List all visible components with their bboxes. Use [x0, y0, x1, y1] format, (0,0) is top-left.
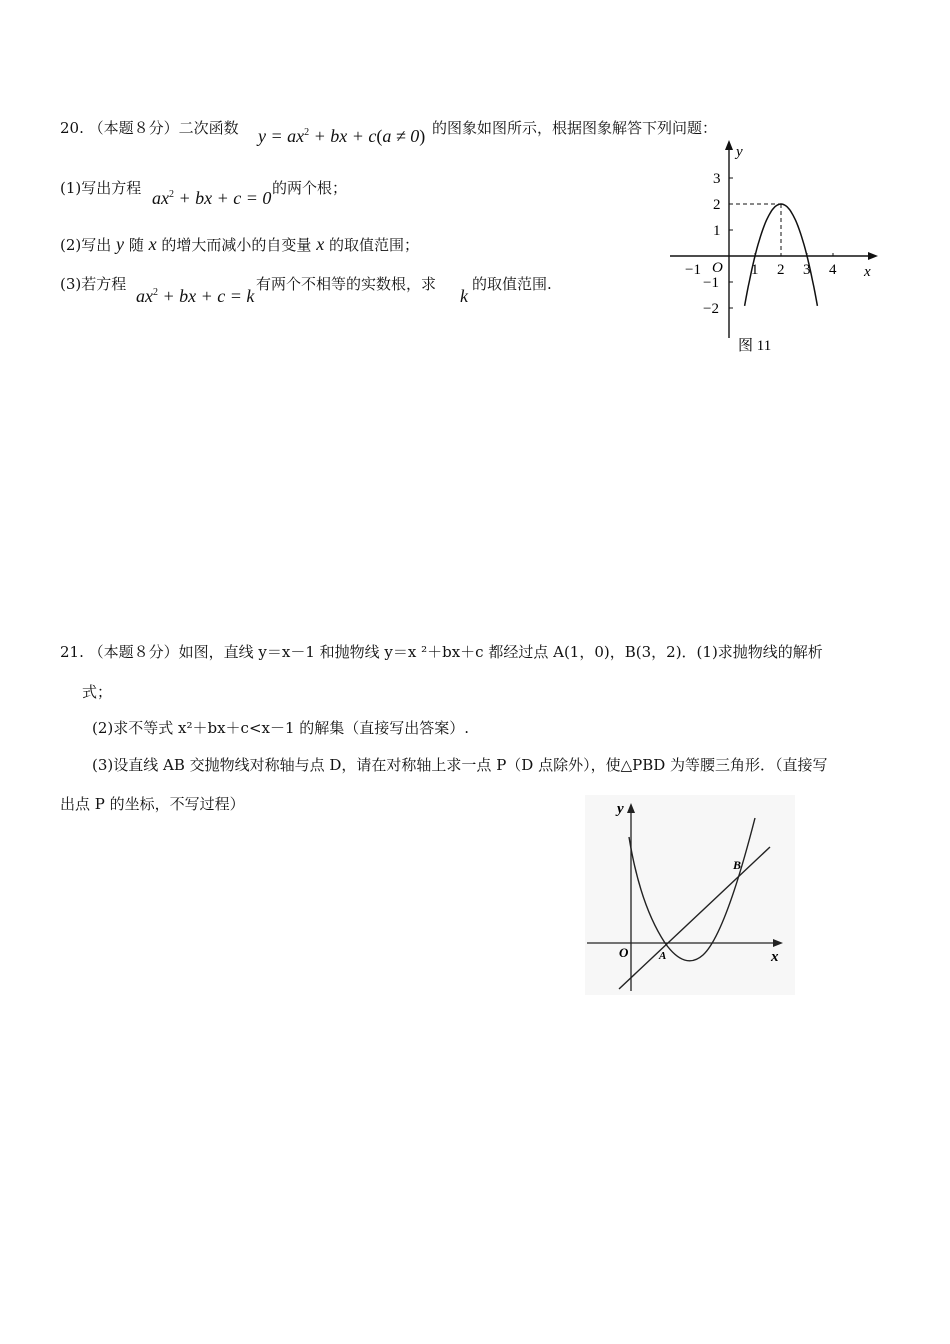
y-tick-label: 3 — [713, 171, 721, 187]
q20-part3-k: k — [460, 286, 468, 306]
y-tick-label: −2 — [703, 301, 719, 317]
q20-part2-a: (2)写出 — [60, 236, 112, 254]
q20-part2-x1: x — [148, 234, 157, 254]
q20-part2 — [60, 234, 419, 255]
q20-part2-y: y — [116, 234, 125, 254]
x-tick-label: 2 — [777, 262, 785, 278]
q20-part2-c: 的增大而减小的自变量 — [161, 236, 312, 254]
point-a-label: A — [659, 950, 667, 962]
y-axis-arrow — [725, 140, 733, 150]
q20-part2-d: 的取值范围； — [328, 236, 419, 254]
q21-line-parabola-figure — [585, 795, 795, 995]
x-tick-label: 4 — [829, 262, 837, 278]
q21-line4: 出点 P 的坐标，不写过程） — [60, 795, 245, 813]
origin-label: O — [712, 260, 723, 276]
q20-part1-suffix: 的两个根； — [272, 179, 348, 197]
q20-part3-prefix: (3)若方程 — [60, 275, 127, 293]
q21-line3: (3)设直线 AB 交抛物线对称轴与点 D，请在对称轴上求一点 P（D 点除外），使△PBD 为等腰三角形．（直接写 — [92, 756, 828, 774]
q21-line1b: 式； — [82, 683, 113, 701]
q20-part3-mid: 有两个不相等的实数根，求 — [256, 275, 437, 293]
x-axis-label: x — [864, 264, 871, 280]
x-tick-label: −1 — [685, 262, 701, 278]
y-axis-label: y — [736, 144, 743, 160]
q20-part3-suffix: 的取值范围. — [472, 275, 552, 293]
y-tick-label: −1 — [703, 275, 719, 291]
q20-part1-prefix: (1)写出方程 — [60, 179, 142, 197]
x-tick-label: 3 — [803, 262, 811, 278]
x-tick-label: 1 — [751, 262, 759, 278]
point-b-label: B — [733, 858, 742, 872]
q20-part2-b: 随 — [128, 236, 144, 254]
x-axis-label: x — [771, 949, 779, 965]
q20-parabola-figure — [660, 138, 890, 358]
y-tick-label: 2 — [713, 197, 721, 213]
figure-caption: 图 11 — [738, 338, 772, 354]
q20-part2-x2: x — [316, 234, 325, 254]
y-tick-label: 1 — [713, 223, 721, 239]
q21-line2: (2)求不等式 x²＋bx＋c<x－1 的解集（直接写出答案）. — [92, 719, 470, 737]
x-axis-arrow — [868, 252, 878, 260]
origin-label: O — [619, 945, 629, 960]
q20-header-tail: 的图象如图所示，根据图象解答下列问题： — [432, 119, 718, 137]
q20-part3-equation: $ax^2$ + bx + c = k — [136, 286, 255, 306]
y-axis-label: y — [617, 801, 624, 817]
q21-line1: 21. （本题８分）如图，直线 y＝x－1 和抛物线 y＝x ²＋bx＋c 都经过点 A(1，0)，B(3，2)．(1)求抛物线的解析 — [60, 643, 823, 661]
q20-header: 20. （本题８分）二次函数 — [60, 119, 239, 137]
q20-function-expression: $y = ax^2$ + bx + c(a ≠ 0) — [258, 126, 426, 146]
q20-part1-equation: $ax^2$ + bx + c = 0 — [152, 188, 272, 208]
